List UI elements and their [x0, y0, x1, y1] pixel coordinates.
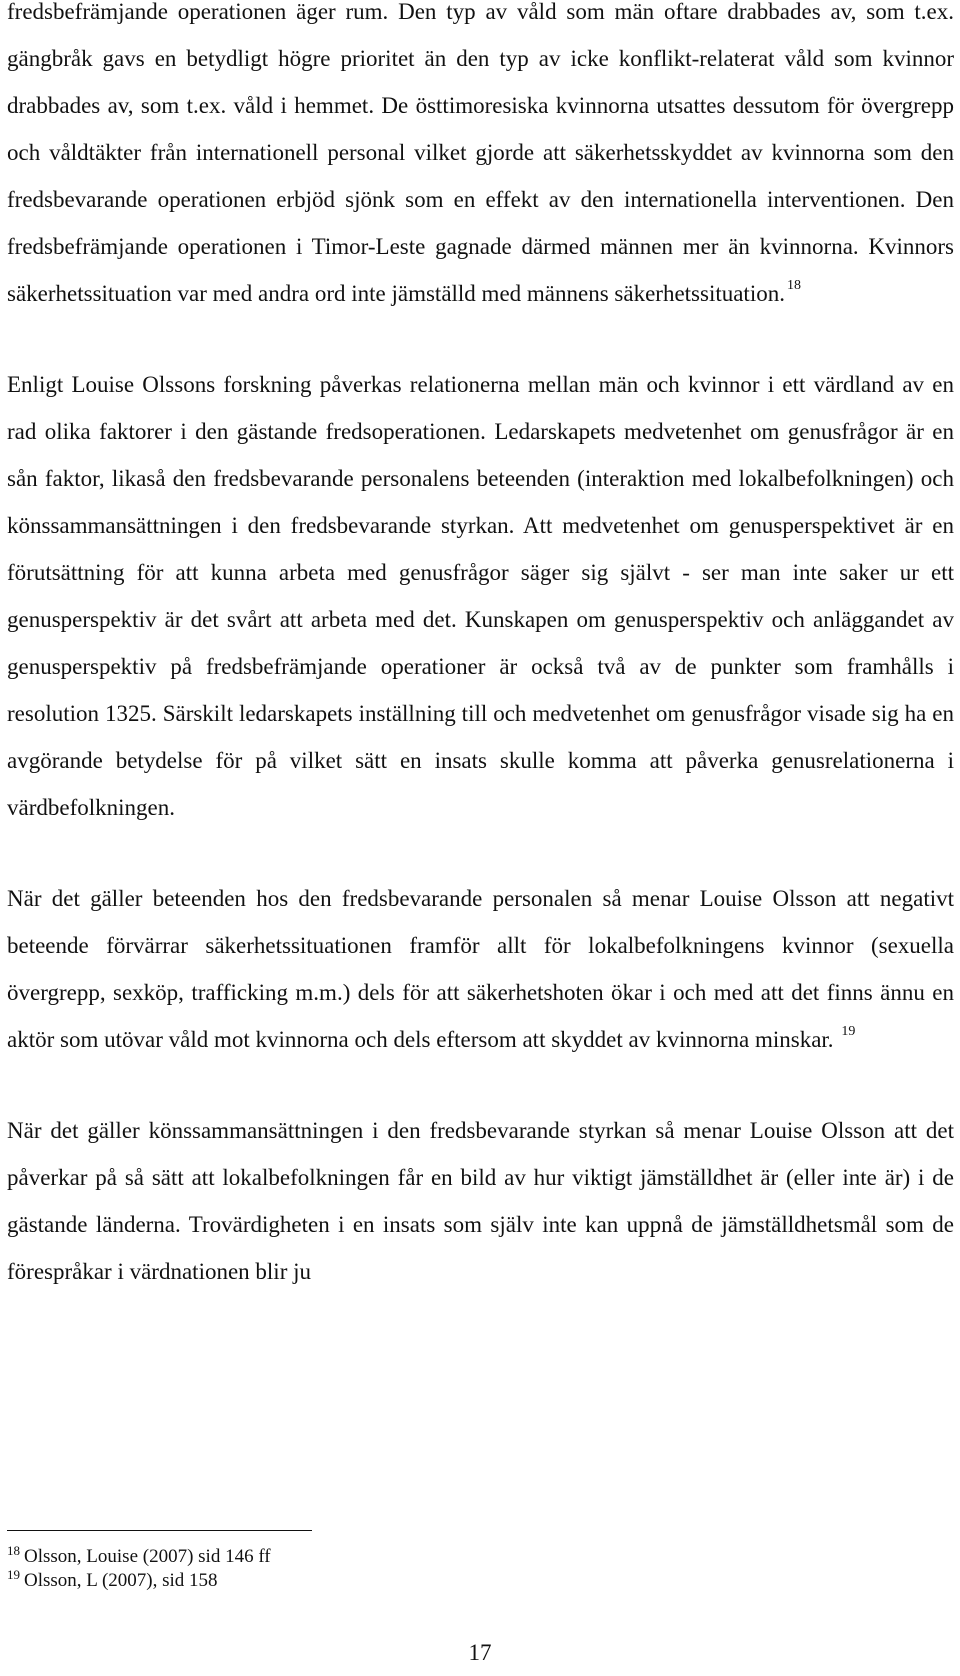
footnote-19: [7, 1569, 954, 1593]
paragraph-text: När det gäller könssammansättningen i den fredsbevarande styrkan så menar Louise Olsson att det påverkar på så sätt att lokalbefolkningen får en bild av hur viktigt jämställdhet är (eller inte är) i de gästande länderna. Trovärdigheten i en insats som själv inte kan uppnå de jämställdhetsmål som de förespråkar i värdnationen blir ju: [7, 1118, 954, 1284]
paragraph-text: fredsbefrämjande operationen äger rum. Den typ av våld som män oftare drabbades av, som t.ex. gängbråk gavs en betydligt högre prioritet än den typ av icke konflikt-relaterat våld som kvinnor drabbades av, som t.ex. våld i hemmet. De östtimoresiska kvinnorna utsattes dessutom för övergrepp och våldtäkter från internationell personal vilket gjorde att säkerhetsskyddet av kvinnorna som den fredsbevarande operationen erbjöd sjönk som en effekt av den internationella interventionen. Den fredsbefrämjande operationen i Timor-Leste gagnade därmed männen mer än kvinnorna. Kvinnors säkerhetssituation var med andra ord inte jämställd med männens säkerhetssituation.: [7, 0, 954, 306]
footnote-reference[interactable]: 18: [786, 278, 801, 293]
paragraph-3: [7, 875, 954, 1063]
paragraph-2: [7, 361, 954, 831]
paragraph-text: Enligt Louise Olssons forskning påverkas relationerna mellan män och kvinnor i ett värdland av en rad olika faktorer i den gästande fredsoperationen. Ledarskapets medvetenhet om genusfrågor är en sån faktor, likaså den fredsbevarande personalens beteenden (interaktion med lokalbefolkningen) och könssammansättningen i den fredsbevarande styrkan. Att medvetenhet om genusperspektivet är en förutsättning för att kunna arbeta med genusfrågor säger sig självt - ser man inte saker ur ett genusperspektiv är det svårt att arbeta med det. Kunskapen om genusperspektiv och anläggandet av genusperspektiv på fredsbefrämjande operationer är också två av de punkter som framhålls i resolution 1325. Särskilt ledarskapets inställning till och medvetenhet om genusfrågor visade sig ha en avgörande betydelse för på vilket sätt en insats skulle komma att påverka genusrelationerna i värdbefolkningen.: [7, 372, 954, 820]
footnotes-section: [7, 1530, 954, 1593]
footnote-reference[interactable]: 19: [841, 1024, 856, 1039]
page-number: 17: [468, 1640, 492, 1665]
paragraph-text: När det gäller beteenden hos den fredsbevarande personalen så menar Louise Olsson att negativt beteende förvärrar säkerhetssituationen framför allt för lokalbefolkningens kvinnor (sexuella övergrepp, sexköp, trafficking m.m.) dels för att säkerhetshoten ökar i och med att det finns ännu en aktör som utövar våld mot kvinnorna och dels eftersom att skyddet av kvinnorna minskar.: [7, 886, 954, 1052]
page-body: [7, 0, 954, 1295]
footnote-divider: [7, 1530, 312, 1531]
footnote-number: 18: [7, 1543, 20, 1558]
paragraph-4: [7, 1107, 954, 1295]
footnote-number: 19: [7, 1567, 20, 1582]
footnote-text: Olsson, L (2007), sid 158: [24, 1570, 218, 1591]
footnote-text: Olsson, Louise (2007) sid 146 ff: [24, 1546, 271, 1567]
paragraph-1: [7, 0, 954, 317]
footnote-18: [7, 1545, 954, 1569]
